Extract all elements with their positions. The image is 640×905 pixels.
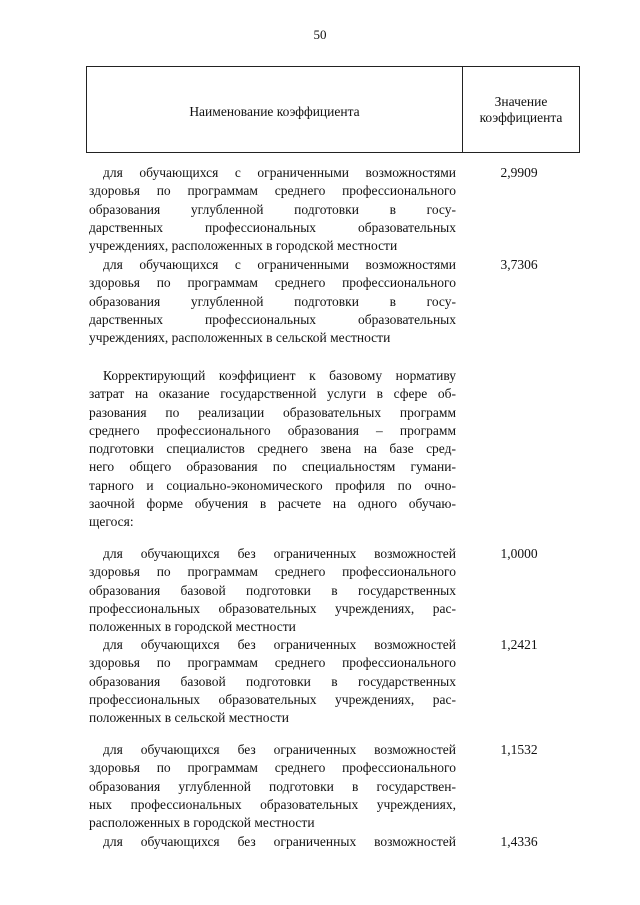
coefficient-description [89, 636, 456, 727]
text-line: заочной форме обучения в расчете на одного обучаю- [89, 496, 456, 512]
coefficient-heading [89, 367, 456, 532]
text-line: для обучающихся с ограниченными возможностями [103, 257, 456, 272]
text-line: здоровья по программам среднего профессионального [89, 564, 456, 580]
text-line: профессиональных образовательных учреждениях, рас- [89, 600, 456, 616]
coefficient-description [89, 164, 456, 255]
coefficient-value: 3,7306 [500, 257, 538, 272]
text-line: для обучающихся без ограниченных возможностей [103, 637, 456, 652]
page-number: 50 [313, 27, 327, 42]
header-value-column [463, 67, 579, 152]
coefficient-value: 2,9909 [500, 165, 538, 180]
text-line: профессиональных образовательных учреждениях, рас- [89, 691, 456, 707]
text-line: для обучающихся без ограниченных возможностей [103, 742, 456, 757]
text-line: здоровья по программам среднего профессионального [89, 760, 456, 776]
text-line: здоровья по программам среднего профессионального [89, 655, 456, 671]
text-line: дарственных профессиональных образовательных [89, 311, 456, 327]
text-line: среднего профессионального образования – программ [89, 422, 456, 438]
text-line: для обучающихся без ограниченных возможностей [103, 546, 456, 561]
text-line: образования углубленной подготовки в государствен- [89, 778, 456, 794]
text-line: дарственных профессиональных образовательных [89, 219, 456, 235]
text-line: него общего образования по специальностям гумани- [89, 459, 456, 475]
coefficient-description [89, 833, 456, 851]
coefficient-value: 1,4336 [500, 834, 538, 849]
text-line: расположенных в городской местности [89, 815, 315, 831]
text-line: образования базовой подготовки в государственных [89, 582, 456, 598]
text-line: образования углубленной подготовки в госу- [89, 293, 456, 309]
coefficient-value: 1,1532 [500, 742, 538, 757]
text-line: для обучающихся без ограниченных возможностей [103, 834, 456, 849]
coefficient-description [89, 545, 456, 636]
text-line: положенных в сельской местности [89, 710, 289, 726]
coefficient-description [89, 741, 456, 832]
text-line: тарного и социально-экономического профиля по очно- [89, 477, 456, 493]
coefficient-value: 1,0000 [500, 546, 538, 561]
text-line: для обучающихся с ограниченными возможностями [103, 165, 456, 180]
header-value-label-line2: коэффициента [479, 109, 563, 125]
text-line: разования по реализации образовательных программ [89, 404, 456, 420]
text-line: здоровья по программам среднего профессионального [89, 275, 456, 291]
coefficient-description [89, 256, 456, 347]
header-name-label: Наименование коэффициента [189, 103, 360, 119]
text-line: щегося: [89, 514, 134, 530]
header-value-label-line1: Значение [494, 93, 548, 109]
table-header [86, 66, 580, 153]
text-line: положенных в городской местности [89, 619, 296, 635]
text-line: учреждениях, расположенных в сельской местности [89, 330, 391, 346]
text-line: подготовки специалистов среднего звена на базе сред- [89, 441, 456, 457]
text-line: учреждениях, расположенных в городской местности [89, 238, 398, 254]
text-line: образования углубленной подготовки в госу- [89, 201, 456, 217]
text-line: затрат на оказание государственной услуги в сфере об- [89, 386, 456, 402]
text-line: образования базовой подготовки в государственных [89, 673, 456, 689]
text-line: здоровья по программам среднего профессионального [89, 183, 456, 199]
header-name-column [87, 67, 463, 152]
text-line: Корректирующий коэффициент к базовому нормативу [103, 368, 456, 383]
coefficient-value: 1,2421 [500, 637, 538, 652]
text-line: ных профессиональных образовательных учреждениях, [89, 796, 456, 812]
